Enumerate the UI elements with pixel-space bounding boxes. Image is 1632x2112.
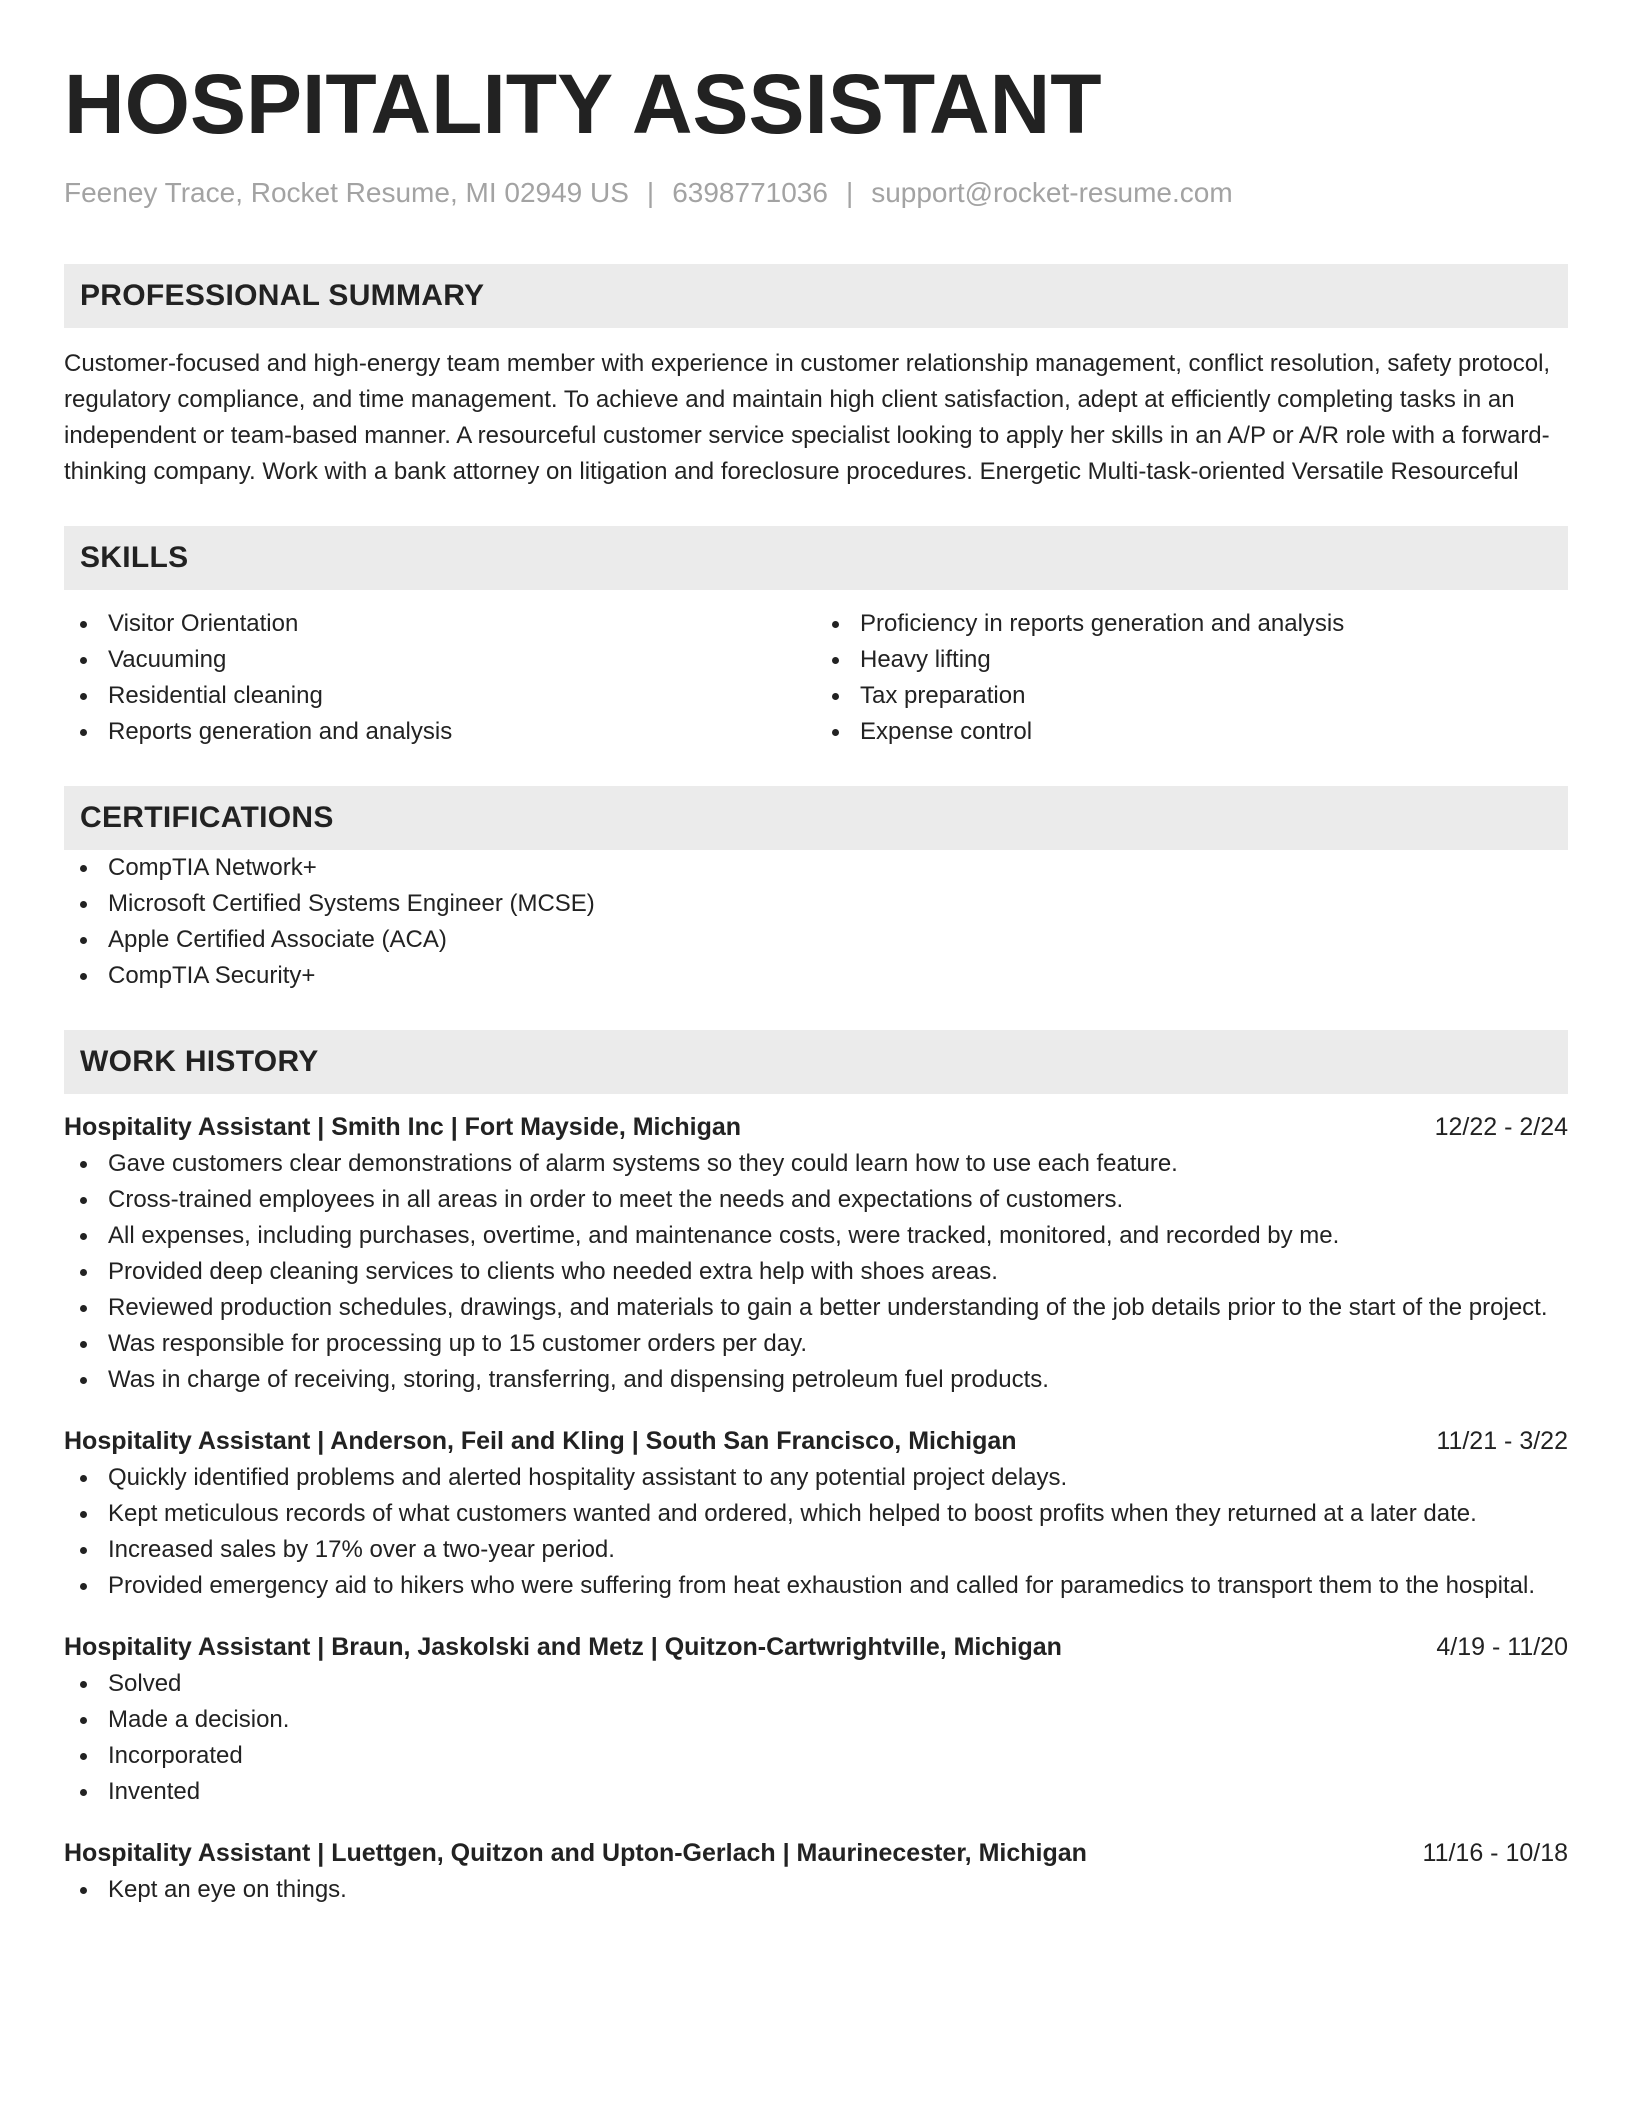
job-bullets	[64, 1666, 1568, 1810]
job-bullet: Provided emergency aid to hikers who were suffering from heat exhaustion and called for paramedics to transport them to the hospital.	[64, 1568, 1568, 1604]
job-bullet: Cross-trained employees in all areas in order to meet the needs and expectations of customers.	[64, 1182, 1568, 1218]
skill-item: Visitor Orientation	[64, 606, 816, 642]
skill-item: Reports generation and analysis	[64, 714, 816, 750]
contact-line	[64, 174, 1568, 212]
job-bullet: Invented	[64, 1774, 1568, 1810]
resume-name: HOSPITALITY ASSISTANT	[64, 57, 1102, 151]
job-bullet: Made a decision.	[64, 1702, 1568, 1738]
skill-item: Proficiency in reports generation and analysis	[816, 606, 1568, 642]
job-bullet: Was in charge of receiving, storing, transferring, and dispensing petroleum fuel products.	[64, 1362, 1568, 1398]
certification-item: CompTIA Security+	[64, 958, 1568, 994]
job-bullets	[64, 1872, 1568, 1908]
contact-separator: |	[646, 177, 655, 208]
job-bullet: All expenses, including purchases, overtime, and maintenance costs, were tracked, monitored, and recorded by me.	[64, 1218, 1568, 1254]
job-entry	[64, 1834, 1568, 1908]
job-bullet: Kept an eye on things.	[64, 1872, 1568, 1908]
skill-item: Heavy lifting	[816, 642, 1568, 678]
job-title: Hospitality Assistant | Luettgen, Quitzon and Upton-Gerlach | Maurinecester, Michigan	[64, 1839, 1087, 1867]
skills-column-left	[64, 606, 816, 750]
job-dates: 12/22 - 2/24	[1434, 1113, 1568, 1141]
skill-item: Vacuuming	[64, 642, 816, 678]
job-header	[64, 1628, 1568, 1666]
job-bullet: Quickly identified problems and alerted hospitality assistant to any potential project delays.	[64, 1460, 1568, 1496]
job-bullet: Kept meticulous records of what customers wanted and ordered, which helped to boost profits when they returned at a later date.	[64, 1496, 1568, 1532]
section-header-summary: PROFESSIONAL SUMMARY	[64, 264, 1568, 328]
skill-item: Tax preparation	[816, 678, 1568, 714]
summary-text: Customer-focused and high-energy team member with experience in customer relationship management, conflict resolution, safety protocol, regulatory compliance, and time management. To achieve and maintain high client satisfaction, adept at efficiently completing tasks in an independent or team-based manner. A resourceful customer service specialist looking to apply her skills in an A/P or A/R role with a forward-thinking company. Work with a bank attorney on litigation and foreclosure procedures. Energetic Multi-task-oriented Versatile Resourceful	[64, 350, 1551, 485]
job-title: Hospitality Assistant | Braun, Jaskolski and Metz | Quitzon-Cartwrightville, Michigan	[64, 1633, 1062, 1661]
skill-item: Residential cleaning	[64, 678, 816, 714]
job-bullet: Gave customers clear demonstrations of alarm systems so they could learn how to use each feature.	[64, 1146, 1568, 1182]
job-header	[64, 1422, 1568, 1460]
job-bullets	[64, 1146, 1568, 1398]
certifications-list	[64, 850, 1568, 994]
contact-separator: |	[845, 177, 854, 208]
job-header	[64, 1834, 1568, 1872]
contact-email: support@rocket-resume.com	[871, 177, 1233, 208]
job-entry	[64, 1422, 1568, 1604]
section-header-work-history: WORK HISTORY	[64, 1030, 1568, 1094]
certification-item: Apple Certified Associate (ACA)	[64, 922, 1568, 958]
job-bullet: Reviewed production schedules, drawings, and materials to gain a better understanding of the job details prior to the start of the project.	[64, 1290, 1568, 1326]
certification-item: Microsoft Certified Systems Engineer (MCSE)	[64, 886, 1568, 922]
contact-phone: 6398771036	[672, 177, 828, 208]
job-dates: 11/21 - 3/22	[1436, 1427, 1568, 1455]
job-bullet: Provided deep cleaning services to clients who needed extra help with shoes areas.	[64, 1254, 1568, 1290]
job-bullets	[64, 1460, 1568, 1604]
job-title: Hospitality Assistant | Smith Inc | Fort Mayside, Michigan	[64, 1113, 742, 1141]
job-bullet: Incorporated	[64, 1738, 1568, 1774]
skills-list-right	[816, 606, 1568, 750]
job-dates: 4/19 - 11/20	[1436, 1633, 1568, 1661]
job-bullet: Increased sales by 17% over a two-year period.	[64, 1532, 1568, 1568]
job-header	[64, 1108, 1568, 1146]
contact-address: Feeney Trace, Rocket Resume, MI 02949 US	[64, 177, 629, 208]
job-title: Hospitality Assistant | Anderson, Feil and Kling | South San Francisco, Michigan	[64, 1427, 1017, 1455]
job-bullet: Was responsible for processing up to 15 customer orders per day.	[64, 1326, 1568, 1362]
section-header-skills: SKILLS	[64, 526, 1568, 590]
job-bullet: Solved	[64, 1666, 1568, 1702]
skills-grid	[64, 606, 1568, 750]
skill-item: Expense control	[816, 714, 1568, 750]
section-header-certifications: CERTIFICATIONS	[64, 786, 1568, 850]
job-entry	[64, 1628, 1568, 1810]
job-entry	[64, 1108, 1568, 1398]
skills-list-left	[64, 606, 816, 750]
job-dates: 11/16 - 10/18	[1422, 1839, 1568, 1867]
certification-item: CompTIA Network+	[64, 850, 1568, 886]
skills-column-right	[816, 606, 1568, 750]
